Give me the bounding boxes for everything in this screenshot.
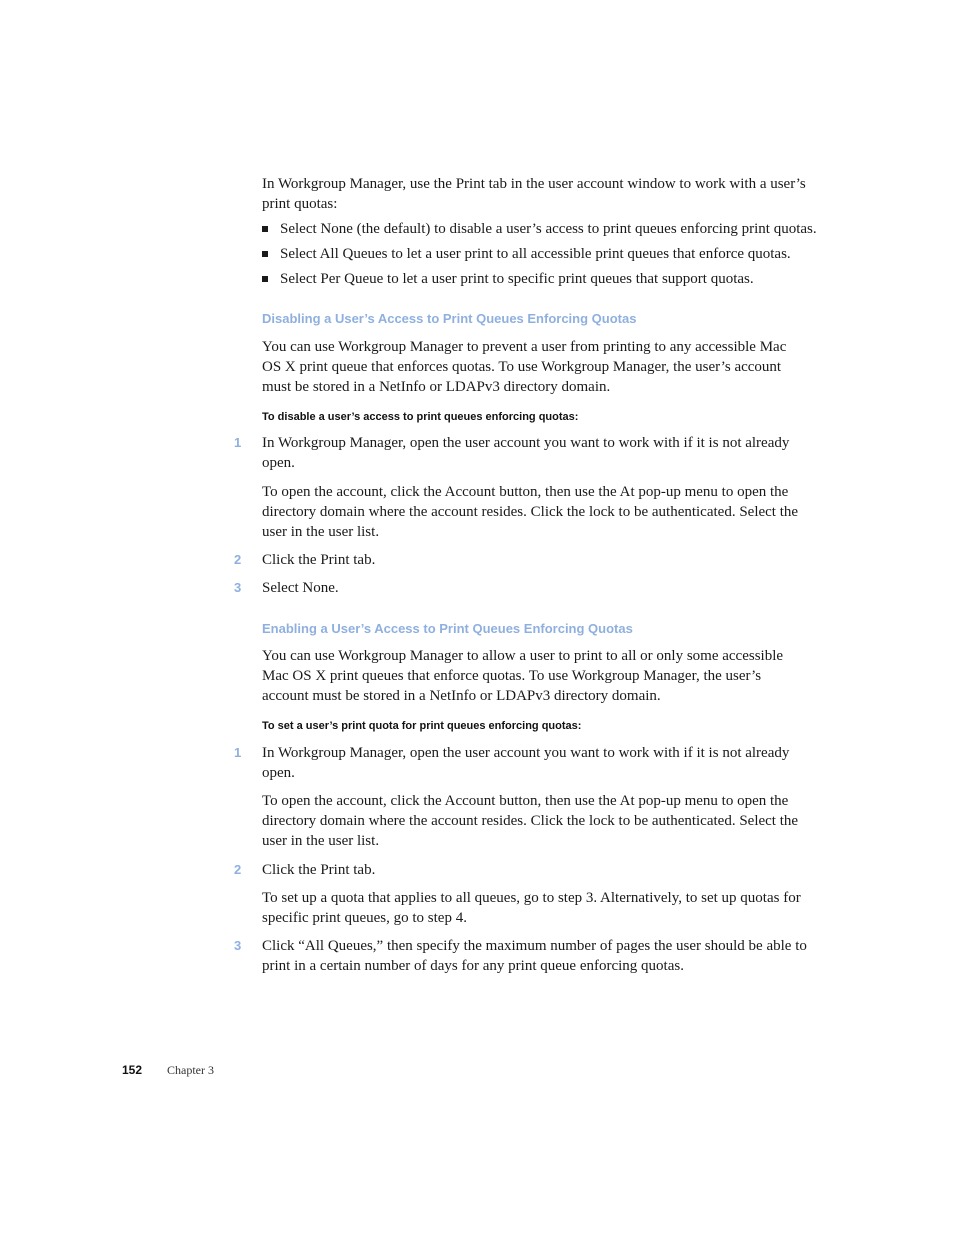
step-number: 2 xyxy=(234,862,242,877)
step-note: To open the account, click the Account button, then use the At pop-up menu to open the directory domain where the account resides. Click the lock to be authenticated. Select the user in the user list. xyxy=(262,793,799,849)
step-number: 1 xyxy=(234,435,242,450)
step-text: Click the Print tab. xyxy=(262,862,376,878)
intro-paragraph: In Workgroup Manager, use the Print tab in the user account window to work with a user’s print quotas: xyxy=(262,176,806,212)
enable-paragraph: You can use Workgroup Manager to allow a user to print to all or only some accessible Mac OS X print queues that enforce quotas. To use Workgroup Manager, the user’s account must be stored in a NetInfo or LDAPv3 directory domain. xyxy=(262,648,784,704)
step-note: To open the account, click the Account button, then use the At pop-up menu to open the directory domain where the account resides. Click the lock to be authenticated. Select the user in the user list. xyxy=(262,484,799,540)
bullet-square-icon xyxy=(262,251,268,257)
disable-paragraph: You can use Workgroup Manager to prevent a user from printing to any accessible Mac OS X print queue that enforces quotas. To use Workgroup Manager, the user’s account must be stored in a NetInfo or LDAPv3 directory domain. xyxy=(262,339,787,395)
bullet-text: Select Per Queue to let a user print to specific print queues that support quotas. xyxy=(280,271,754,287)
step-note: To set up a quota that applies to all queues, go to step 3. Alternatively, to set up quotas for specific print queues, go to step 4. xyxy=(262,890,801,926)
section-heading-enable: Enabling a User’s Access to Print Queues Enforcing Quotas xyxy=(262,621,633,636)
step-text: Click the Print tab. xyxy=(262,552,376,568)
step-text: Select None. xyxy=(262,580,339,596)
step-number: 3 xyxy=(234,938,242,953)
page-number: 152 xyxy=(122,1063,143,1077)
chapter-label: Chapter 3 xyxy=(167,1063,214,1077)
section-heading-disable: Disabling a User’s Access to Print Queues Enforcing Quotas xyxy=(262,311,637,326)
step-text: In Workgroup Manager, open the user account you want to work with if it is not already open. xyxy=(262,745,790,781)
bullet-square-icon xyxy=(262,276,268,282)
bullet-square-icon xyxy=(262,226,268,232)
task-title-enable: To set a user’s print quota for print queues enforcing quotas: xyxy=(262,720,582,732)
step-text: Click “All Queues,” then specify the maximum number of pages the user should be able to print in a certain number of days for any print queue enforcing quotas. xyxy=(262,938,807,974)
task-title-disable: To disable a user’s access to print queues enforcing quotas: xyxy=(262,411,579,423)
step-number: 1 xyxy=(234,745,242,760)
step-number: 2 xyxy=(234,552,242,567)
bullet-text: Select All Queues to let a user print to all accessible print queues that enforce quotas. xyxy=(280,246,791,262)
bullet-text: Select None (the default) to disable a user’s access to print queues enforcing print quotas. xyxy=(280,221,817,237)
step-number: 3 xyxy=(234,580,242,595)
step-text: In Workgroup Manager, open the user account you want to work with if it is not already open. xyxy=(262,435,790,471)
